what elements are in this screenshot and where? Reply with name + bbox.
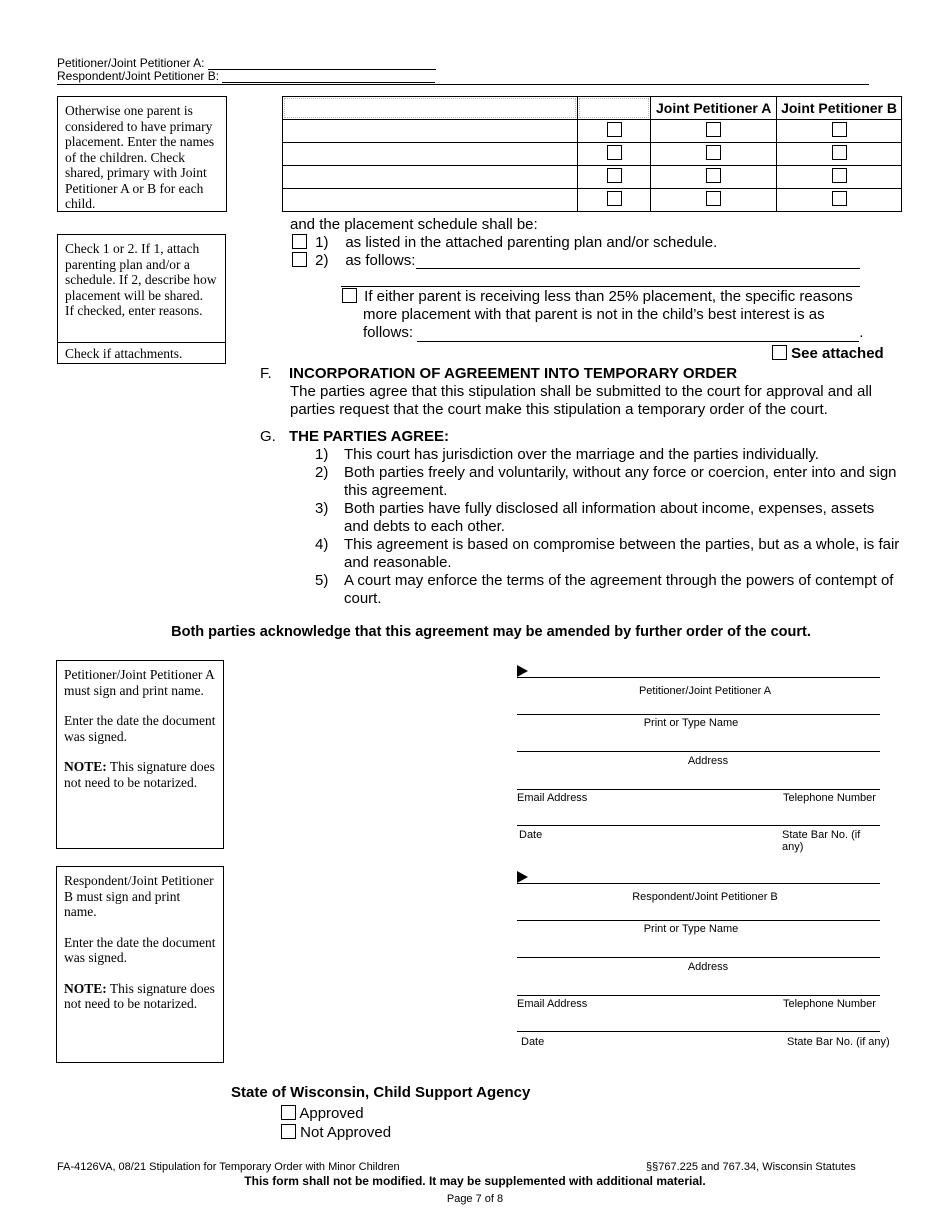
petitioner-signature-field[interactable] <box>517 677 880 678</box>
shared-checkbox[interactable] <box>607 168 622 183</box>
section-g-list <box>260 446 900 608</box>
list-item: 3) Both parties have fully disclosed all information about income, expenses, assets and debts to each other. <box>315 500 875 535</box>
sign-here-arrow-icon <box>517 871 528 883</box>
reasons-follows-label: follows: <box>363 324 414 341</box>
petitioner-signer-label: Petitioner/Joint Petitioner A <box>638 685 772 697</box>
petitioner-print-name-label: Print or Type Name <box>643 717 739 729</box>
petitioner-date-label: Date <box>519 829 543 841</box>
reasons-note: If checked, enter reasons. <box>65 303 203 318</box>
child-name-cell[interactable] <box>283 120 578 143</box>
list-item: 2) Both parties freely and voluntarily, without any force or coercion, enter into and sign this agreement. <box>315 464 897 499</box>
respondent-notary-note: NOTE: This signature does not need to be notarized. <box>64 980 215 1011</box>
child-name-header <box>283 97 578 120</box>
not-approved-label: Not Approved <box>300 1124 392 1141</box>
attachments-note-box <box>57 342 226 364</box>
section-g-letter: G. <box>260 428 276 445</box>
respondent-name-field[interactable] <box>222 71 435 83</box>
placement-note-box <box>57 96 227 212</box>
petitioner-phone-label: Telephone Number <box>783 792 876 804</box>
section-f-body: The parties agree that this stipulation shall be submitted to the court for approval and all parties request that the court make this stipulation a temporary order of the court. <box>290 383 873 418</box>
petitioner-b-checkbox[interactable] <box>832 122 847 137</box>
statutes: §§767.225 and 767.34, Wisconsin Statutes <box>646 1161 856 1173</box>
respondent-print-name-field[interactable] <box>517 920 880 921</box>
agency-not-approved <box>281 1124 391 1142</box>
respondent-sign-note-box <box>56 866 224 1063</box>
petitioner-contact-field[interactable] <box>517 789 880 790</box>
see-attached <box>772 345 884 362</box>
petitioner-b-checkbox[interactable] <box>832 145 847 160</box>
respondent-contact-field[interactable] <box>517 995 880 996</box>
respondent-date-field[interactable] <box>517 1031 880 1032</box>
children-placement-table <box>282 96 902 212</box>
respondent-address-label: Address <box>687 961 729 973</box>
respondent-signature-field[interactable] <box>517 883 880 884</box>
petitioner-a-checkbox[interactable] <box>706 122 721 137</box>
child-name-cell[interactable] <box>283 189 578 212</box>
section-g <box>260 428 900 608</box>
see-attached-checkbox[interactable] <box>772 345 787 360</box>
section-g-title: THE PARTIES AGREE: <box>289 428 450 445</box>
respondent-signer-label: Respondent/Joint Petitioner B <box>632 891 778 903</box>
respondent-sign-note: Respondent/Joint Petitioner B must sign and print name. <box>64 873 214 919</box>
table-header-row <box>283 97 902 120</box>
petitioner-email-label: Email Address <box>517 792 588 804</box>
list-item: 5) A court may enforce the terms of the agreement through the powers of contempt of court. <box>315 572 894 607</box>
see-attached-label: See attached <box>791 345 884 362</box>
child-name-cell[interactable] <box>283 166 578 189</box>
footer-notice: This form shall not be modified. It may be supplemented with additional material. <box>244 1174 706 1188</box>
reasons-block: If either parent is receiving less than 25% placement, the specific reasons more placement with that parent is not in the child’s best interest is as follows: . <box>342 288 882 342</box>
schedule-note: Check 1 or 2. If 1, attach parenting plan and/or a schedule. If 2, describe how placement will be shared. <box>65 241 217 303</box>
table-row <box>283 166 902 189</box>
petitioner-b-checkbox[interactable] <box>832 168 847 183</box>
section-f-title: INCORPORATION OF AGREEMENT INTO TEMPORARY ORDER <box>289 365 738 382</box>
petitioner-label: Petitioner/Joint Petitioner A: <box>57 56 205 70</box>
respondent-phone-label: Telephone Number <box>783 998 876 1010</box>
approved-label: Approved <box>299 1105 364 1122</box>
petitioner-a-checkbox[interactable] <box>706 191 721 206</box>
petitioner-b-checkbox[interactable] <box>832 191 847 206</box>
not-approved-checkbox[interactable] <box>281 1124 296 1139</box>
petitioner-date-field[interactable] <box>517 825 880 826</box>
as-follows-field-2[interactable] <box>341 270 860 287</box>
page-number: Page 7 of 8 <box>446 1193 504 1205</box>
signature-block-b <box>517 871 892 1051</box>
schedule-note-box <box>57 234 226 343</box>
respondent-email-label: Email Address <box>517 998 588 1010</box>
shared-checkbox[interactable] <box>607 122 622 137</box>
petitioner-date-note: Enter the date the document was signed. <box>64 713 216 744</box>
list-item: 4) This agreement is based on compromise between the parties, but as a whole, is fair and reasonable. <box>315 536 900 571</box>
child-name-cell[interactable] <box>283 143 578 166</box>
joint-petitioner-a-header: Joint Petitioner A <box>651 97 777 120</box>
respondent-print-name-label: Print or Type Name <box>643 923 739 935</box>
agency-title: State of Wisconsin, Child Support Agency <box>231 1084 531 1101</box>
option-1-text: as listed in the attached parenting plan and/or schedule. <box>345 234 718 251</box>
sign-here-arrow-icon <box>517 665 528 677</box>
petitioner-notary-note: NOTE: This signature does not need to be notarized. <box>64 759 215 790</box>
petitioner-address-field[interactable] <box>517 751 880 752</box>
reasons-line-2: more placement with that parent is not in the child’s best interest is as <box>363 306 825 323</box>
schedule-option-1 <box>292 234 717 252</box>
petitioner-sign-note-box <box>56 660 224 849</box>
shared-header <box>578 97 651 120</box>
option-2-text: as follows: <box>345 252 416 269</box>
reasons-line-1: If either parent is receiving less than 25% placement, the specific reasons <box>364 288 853 305</box>
respondent-date-note: Enter the date the document was signed. <box>64 934 216 965</box>
form-id: FA-4126VA, 08/21 Stipulation for Temporary Order with Minor Children <box>57 1161 400 1173</box>
petitioner-print-name-field[interactable] <box>517 714 880 715</box>
header-divider <box>57 84 869 85</box>
placement-note: Otherwise one parent is considered to have primary placement. Enter the names of the children. Check shared, primary with Joint Petitioner A or B for each child. <box>65 103 215 211</box>
respondent-date-label: Date <box>521 1036 545 1048</box>
list-item: 1) This court has jurisdiction over the marriage and the parties individually. <box>315 446 819 463</box>
reasons-checkbox[interactable] <box>342 288 357 303</box>
respondent-header <box>57 70 435 83</box>
section-f-letter: F. <box>260 365 272 382</box>
schedule-option-2 <box>292 252 415 270</box>
petitioner-name-field[interactable] <box>208 58 436 70</box>
table-row <box>283 120 902 143</box>
agency-approved <box>281 1105 364 1123</box>
schedule-option-1-checkbox[interactable] <box>292 234 307 249</box>
respondent-label: Respondent/Joint Petitioner B: <box>57 69 220 83</box>
schedule-option-2-checkbox[interactable] <box>292 252 307 267</box>
as-follows-field[interactable] <box>416 252 860 269</box>
table-row <box>283 143 902 166</box>
table-row <box>283 189 902 212</box>
respondent-bar-no-label: State Bar No. (if any) <box>787 1036 890 1048</box>
petitioner-sign-note: Petitioner/Joint Petitioner A must sign and print name. <box>64 667 214 698</box>
acknowledgement: Both parties acknowledge that this agreement may be amended by further order of the court. <box>171 624 811 640</box>
schedule-intro: and the placement schedule shall be: <box>290 216 538 233</box>
respondent-address-field[interactable] <box>517 957 880 958</box>
approved-checkbox[interactable] <box>281 1105 296 1120</box>
attachments-note: Check if attachments. <box>65 346 183 361</box>
section-f <box>260 365 900 419</box>
petitioner-a-checkbox[interactable] <box>706 145 721 160</box>
signature-block-a <box>517 665 882 853</box>
reasons-field[interactable] <box>417 326 859 342</box>
petitioner-a-checkbox[interactable] <box>706 168 721 183</box>
option-1-number: 1) <box>315 234 329 251</box>
joint-petitioner-b-header: Joint Petitioner B <box>777 97 902 120</box>
petitioner-bar-no-label: State Bar No. (if any) <box>782 829 861 853</box>
shared-checkbox[interactable] <box>607 191 622 206</box>
shared-checkbox[interactable] <box>607 145 622 160</box>
option-2-number: 2) <box>315 252 329 269</box>
petitioner-address-label: Address <box>687 755 729 767</box>
